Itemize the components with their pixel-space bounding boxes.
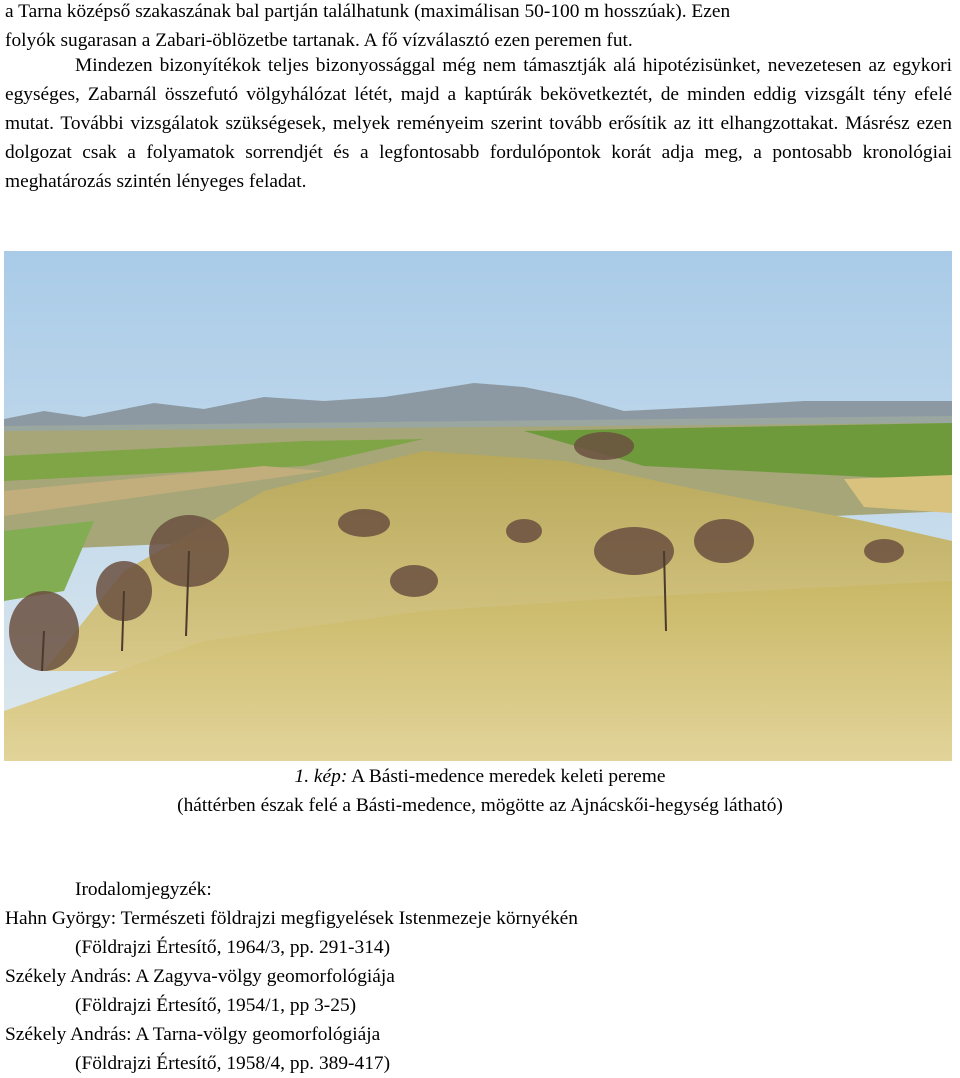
caption-subtitle: (háttérben észak felé a Básti-medence, mögötte az Ajnácskői-hegység látható) [177, 795, 783, 816]
reference-source: (Földrajzi Értesítő, 1954/1, pp 3-25) [75, 995, 357, 1016]
references-heading: Irodalomjegyzék: [75, 879, 212, 900]
landscape-illustration [4, 251, 952, 761]
paragraph-conclusion [5, 51, 952, 196]
paragraph-text: Mindezen bizonyítékok teljes bizonyossággal még nem támasztják alá hipotézisünket, nevezetesen az egykori egységes, Zabarnál összefutó völgyhálózat létét, majd a kaptúrák bekövetkeztét, de minden eddig vizsgált tény efelé mutat. További vizsgálatok szükségesek, melyek reményeim szerint tovább erősítik az itt elhangzottakat. Másrész ezen dolgozat csak a folyamatok sorrendjét és a legfontosabb fordulópontok korát adja meg, a pontosabb kronológiai meghatározás szintén lényeges feladat. [5, 55, 952, 192]
caption-number: 1. kép: [294, 766, 348, 787]
references-section [5, 875, 955, 1078]
paragraph-line: folyók sugarasan a Zabari-öblözetbe tartanak. A fő vízválasztó ezen peremen fut. [5, 30, 633, 51]
caption-title-line [0, 762, 960, 791]
reference-author-title: Hahn György: Természeti földrajzi megfigyelések Istenmezeje környékén [5, 908, 578, 929]
paragraph-continuation [5, 0, 952, 55]
reference-source: (Földrajzi Értesítő, 1964/3, pp. 291-314) [75, 937, 391, 958]
reference-author-title: Székely András: A Zagyva-völgy geomorfológiája [5, 966, 395, 987]
paragraph-line: a Tarna középső szakaszának bal partján találhatunk (maximálisan 50-100 m hosszúak). Ezen [5, 1, 731, 22]
photo-caption [0, 762, 960, 820]
reference-source: (Földrajzi Értesítő, 1958/4, pp. 389-417) [75, 1053, 391, 1074]
caption-title: A Básti-medence meredek keleti pereme [351, 766, 666, 787]
reference-author-title: Székely András: A Tarna-völgy geomorfológiája [5, 1024, 381, 1045]
landscape-photo [4, 251, 952, 761]
